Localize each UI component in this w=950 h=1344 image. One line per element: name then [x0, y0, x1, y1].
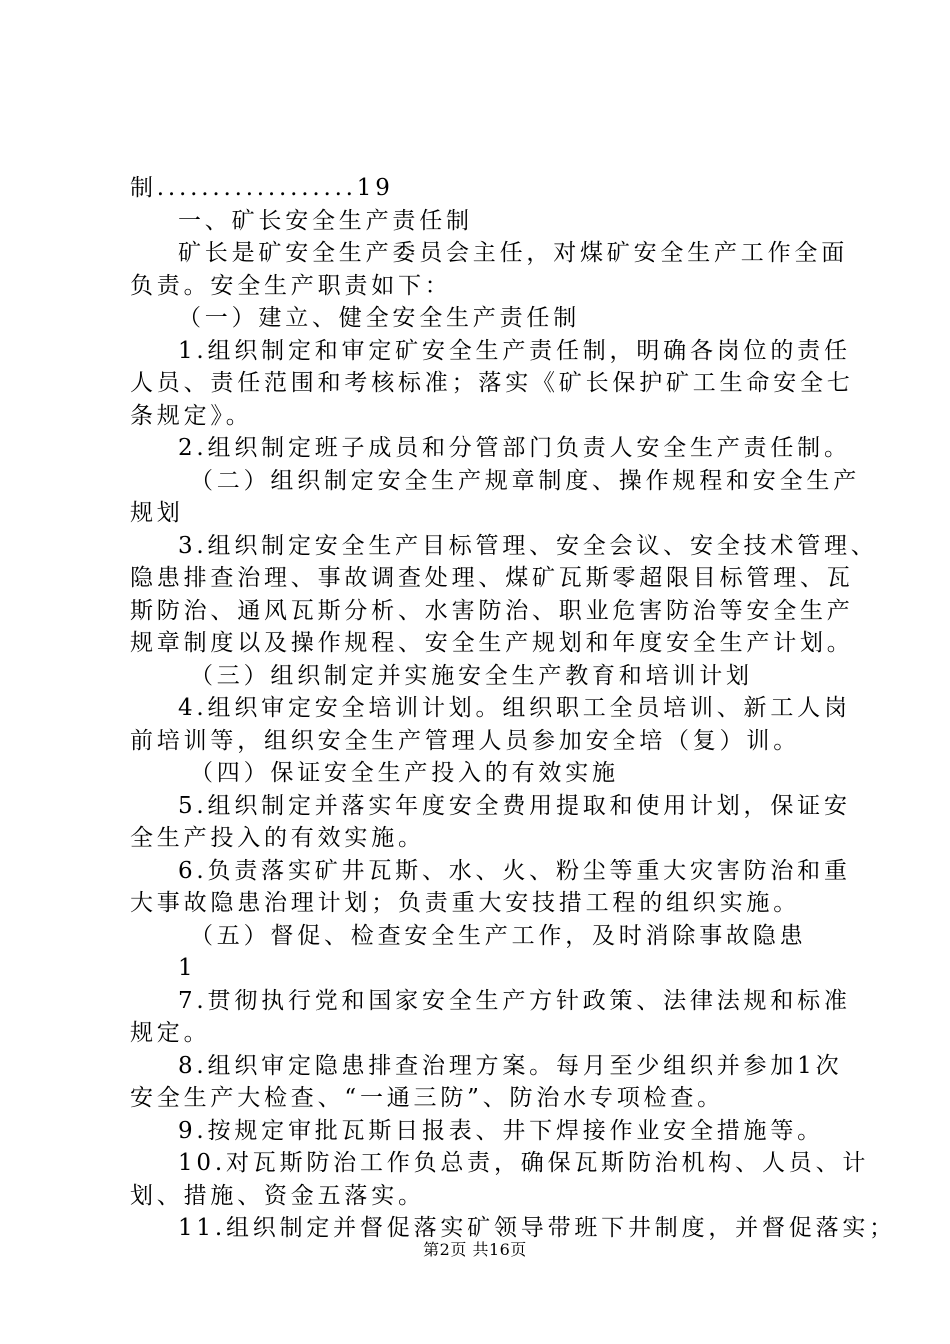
- paragraph-line: 5.组织制定并落实年度安全费用提取和使用计划，保证安: [178, 792, 851, 819]
- paragraph-line: 9.按规定审批瓦斯日报表、井下焊接作业安全措施等。: [178, 1117, 824, 1144]
- subsection-heading: （三）组织制定并实施安全生产教育和培训计划: [190, 662, 753, 689]
- subsection-heading: （五）督促、检查安全生产工作，及时消除事故隐患: [190, 922, 807, 949]
- paragraph-line: 规划: [130, 500, 184, 526]
- toc-line: 制..................19: [130, 175, 394, 201]
- paragraph-line: 规章制度以及操作规程、安全生产规划和年度安全生产计划。: [130, 630, 854, 656]
- paragraph-line: 矿长是矿安全生产委员会主任，对煤矿安全生产工作全面: [178, 240, 848, 266]
- inline-page-number: 1: [178, 955, 197, 981]
- paragraph-line: 1.组织制定和审定矿安全生产责任制，明确各岗位的责任: [178, 337, 851, 364]
- subsection-heading: （四）保证安全生产投入的有效实施: [190, 760, 619, 786]
- section-heading: 一、矿长安全生产责任制: [178, 207, 473, 234]
- paragraph-line: 11.组织制定并督促落实矿领导带班下井制度，并督促落实；: [178, 1215, 896, 1241]
- paragraph-line: 人员、责任范围和考核标准；落实《矿长保护矿工生命安全七: [130, 370, 854, 396]
- paragraph-line: 3.组织制定安全生产目标管理、安全会议、安全技术管理、: [178, 532, 878, 559]
- paragraph-line: 规定。: [130, 1020, 211, 1046]
- paragraph-line: 安全生产大检查、“一通三防”、防治水专项检查。: [130, 1085, 724, 1111]
- document-body: [130, 172, 896, 1245]
- paragraph-line: 负责。安全生产职责如下：: [130, 272, 452, 299]
- paragraph-line: 10.对瓦斯防治工作负总责，确保瓦斯防治机构、人员、计: [178, 1150, 870, 1176]
- page-footer: 第2页 共16页: [423, 1240, 527, 1259]
- paragraph-line: 4.组织审定安全培训计划。组织职工全员培训、新工人岗: [178, 695, 851, 721]
- paragraph-line: 条规定》。: [130, 402, 253, 429]
- paragraph-line: 斯防治、通风瓦斯分析、水害防治、职业危害防治等安全生产: [130, 597, 854, 624]
- paragraph-line: 隐患排查治理、事故调查处理、煤矿瓦斯零超限目标管理、瓦: [130, 565, 854, 591]
- subsection-heading: （二）组织制定安全生产规章制度、操作规程和安全生产: [190, 467, 860, 494]
- paragraph-line: 2.组织制定班子成员和分管部门负责人安全生产责任制。: [178, 435, 851, 461]
- paragraph-line: 前培训等，组织安全生产管理人员参加安全培（复）训。: [130, 727, 800, 754]
- paragraph-line: 划、措施、资金五落实。: [130, 1182, 425, 1209]
- subsection-heading: （一）建立、健全安全生产责任制: [178, 305, 580, 331]
- paragraph-line: 6.负责落实矿井瓦斯、水、火、粉尘等重大灾害防治和重: [178, 857, 851, 884]
- paragraph-line: 8.组织审定隐患排查治理方案。每月至少组织并参加1次: [178, 1052, 843, 1079]
- paragraph-line: 7.贯彻执行党和国家安全生产方针政策、法律法规和标准: [178, 987, 851, 1014]
- paragraph-line: 大事故隐患治理计划；负责重大安技措工程的组织实施。: [130, 890, 800, 916]
- paragraph-line: 全生产投入的有效实施。: [130, 825, 425, 851]
